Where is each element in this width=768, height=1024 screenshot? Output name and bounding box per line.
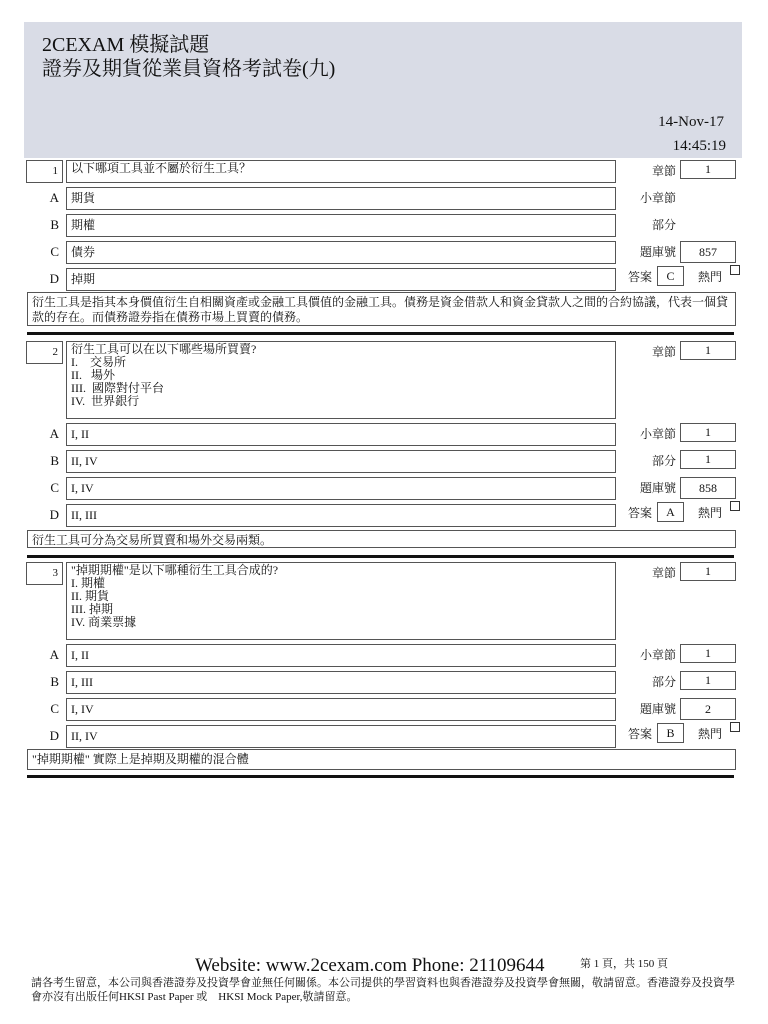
exam-brand-title: 2CEXAM 模擬試題 xyxy=(42,34,210,56)
option-choice[interactable]: I, IV xyxy=(66,698,616,721)
chapter-value: 1 xyxy=(680,160,736,179)
explanation-box: "掉期期權" 實際上是掉期及期權的混合體 xyxy=(27,749,736,770)
option-letter: D xyxy=(49,271,59,286)
answer-value: B xyxy=(657,723,684,743)
subchapter-label: 小章節 xyxy=(639,648,676,662)
option-letter: C xyxy=(50,701,59,716)
chapter-label: 章節 xyxy=(651,164,676,178)
disclaimer-note: 請各考生留意，本公司與香港證券及投資學會並無任何關係。本公司提供的學習資料也與香港證券及投資學會無關，敬請留意。香港證券及投資學會亦沒有出版任何HKSI Past Paper 或 HKSI Mock Paper,敬請留意。 xyxy=(31,977,735,1003)
chapter-value: 1 xyxy=(680,562,736,581)
question-separator xyxy=(27,332,734,335)
header-banner xyxy=(24,22,742,158)
question-stem xyxy=(66,562,616,640)
chapter-value: 1 xyxy=(680,341,736,360)
question-stem-line: II. 場外 xyxy=(71,368,115,382)
answer-value: C xyxy=(657,266,684,286)
question-stem-line: II. 期貨 xyxy=(71,589,109,603)
answer-label: 答案 xyxy=(627,270,652,284)
option-choice[interactable]: II, IV xyxy=(66,725,616,748)
hot-label: 熱門 xyxy=(698,270,723,284)
chapter-label: 章節 xyxy=(651,345,676,359)
hot-label: 熱門 xyxy=(698,727,723,741)
question-stem-line: III. 國際對付平台 xyxy=(71,381,164,395)
part-value: 1 xyxy=(680,671,736,690)
hot-checkbox[interactable] xyxy=(730,265,740,275)
question-stem-line: IV. 世界銀行 xyxy=(71,394,140,408)
option-choice[interactable]: 期貨 xyxy=(66,187,616,210)
bank-no-label: 題庫號 xyxy=(639,481,676,495)
page-indicator: 第 1 頁，共 150 頁 xyxy=(580,958,668,970)
explanation-box: 衍生工具是指其本身價值衍生自相關資產或金融工具價值的金融工具。債務是資金借款人和資金貸款人之間的合約協議，代表一個貸款的存在。而債務證券指在債務市場上買賣的債務。 xyxy=(27,292,736,326)
question-separator xyxy=(27,775,734,778)
subchapter-value: 1 xyxy=(680,644,736,663)
part-label: 部分 xyxy=(651,675,676,689)
hot-checkbox[interactable] xyxy=(730,722,740,732)
option-letter: B xyxy=(50,674,59,689)
answer-label: 答案 xyxy=(627,727,652,741)
exam-paper-title: 證券及期貨從業員資格考試卷(九) xyxy=(42,58,336,80)
subchapter-label: 小章節 xyxy=(639,191,676,205)
question-stem-line: I. 期權 xyxy=(71,576,105,590)
option-choice[interactable]: II, IV xyxy=(66,450,616,473)
bank-no-value: 2 xyxy=(680,698,736,720)
question-separator xyxy=(27,555,734,558)
answer-label: 答案 xyxy=(627,506,652,520)
subchapter-label: 小章節 xyxy=(639,427,676,441)
print-date: 14-Nov-17 xyxy=(658,114,724,130)
question-stem xyxy=(66,341,616,419)
option-letter: B xyxy=(50,217,59,232)
option-choice[interactable]: II, III xyxy=(66,504,616,527)
option-choice[interactable]: 期權 xyxy=(66,214,616,237)
part-value: 1 xyxy=(680,450,736,469)
question-stem xyxy=(66,160,616,183)
option-choice[interactable]: 債券 xyxy=(66,241,616,264)
option-letter: C xyxy=(50,480,59,495)
question-stem-line: 以下哪項工具並不屬於衍生工具？ xyxy=(71,161,252,175)
option-choice[interactable]: 掉期 xyxy=(66,268,616,291)
option-choice[interactable]: I, II xyxy=(66,423,616,446)
option-letter: D xyxy=(49,507,59,522)
bank-no-value: 858 xyxy=(680,477,736,499)
print-time: 14:45:19 xyxy=(672,138,726,154)
chapter-label: 章節 xyxy=(651,566,676,580)
explanation-box: 衍生工具可分為交易所買賣和場外交易兩類。 xyxy=(27,530,736,548)
bank-no-label: 題庫號 xyxy=(639,702,676,716)
subchapter-value: 1 xyxy=(680,423,736,442)
answer-value: A xyxy=(657,502,684,522)
option-letter: B xyxy=(50,453,59,468)
question-stem-line: I. 交易所 xyxy=(71,355,126,369)
question-number: 3 xyxy=(26,562,63,585)
option-choice[interactable]: I, IV xyxy=(66,477,616,500)
hot-label: 熱門 xyxy=(698,506,723,520)
option-choice[interactable]: I, II xyxy=(66,644,616,667)
bank-no-label: 題庫號 xyxy=(639,245,676,259)
question-number: 1 xyxy=(26,160,63,183)
question-stem-line: "掉期期權"是以下哪種衍生工具合成的? xyxy=(71,563,279,577)
option-choice[interactable]: I, III xyxy=(66,671,616,694)
option-letter: C xyxy=(50,244,59,259)
question-number: 2 xyxy=(26,341,63,364)
option-letter: D xyxy=(49,728,59,743)
option-letter: A xyxy=(49,647,59,662)
question-stem-line: III. 掉期 xyxy=(71,602,113,616)
option-letter: A xyxy=(49,426,59,441)
question-stem-line: IV. 商業票據 xyxy=(71,615,137,629)
question-stem-line: 衍生工具可以在以下哪些場所買賣? xyxy=(71,342,257,356)
option-letter: A xyxy=(49,190,59,205)
hot-checkbox[interactable] xyxy=(730,501,740,511)
part-label: 部分 xyxy=(651,218,676,232)
footer-website: Website: www.2cexam.com Phone: 21109644 xyxy=(195,955,545,976)
part-label: 部分 xyxy=(651,454,676,468)
bank-no-value: 857 xyxy=(680,241,736,263)
